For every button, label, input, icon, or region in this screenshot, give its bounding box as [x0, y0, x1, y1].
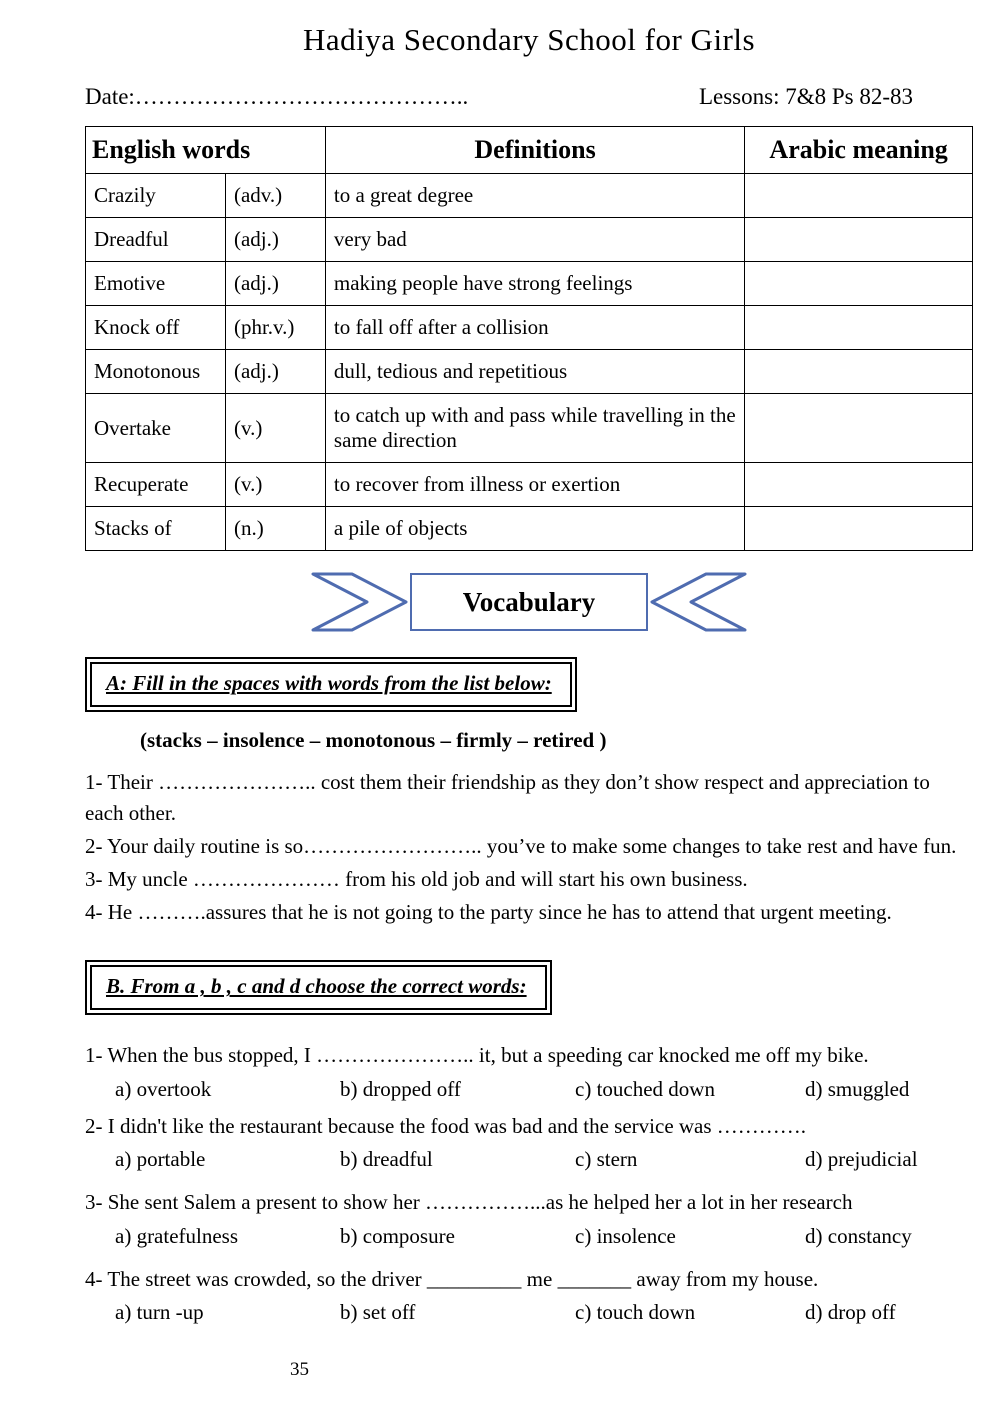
definition-cell: making people have strong feelings: [325, 262, 744, 306]
definition-cell: to catch up with and pass while travelling in the same direction: [325, 394, 744, 463]
section-a-title: A: Fill in the spaces with words from the list below:: [90, 662, 572, 707]
col-header-arabic-meaning: Arabic meaning: [745, 127, 973, 174]
table-row: [86, 507, 973, 551]
banner-left-chevron-icon: [310, 571, 410, 633]
fill-item: 3- My uncle ………………… from his old job and will start his own business.: [85, 867, 748, 892]
question-1: [85, 1041, 973, 1101]
section-b-title: B. From a , b , c and d choose the correct words:: [90, 965, 547, 1010]
section-a-heading-box: [85, 657, 577, 712]
table-row: [86, 174, 973, 218]
pos-cell: (adj.): [225, 350, 325, 394]
fill-item: 2- Your daily routine is so…………………….. you’ve to make some changes to take rest and have fun.: [85, 834, 957, 859]
arabic-cell: [745, 262, 973, 306]
school-title: Hadiya Secondary School for Girls: [302, 22, 756, 57]
word-cell: Emotive: [86, 262, 226, 306]
table-row: [86, 262, 973, 306]
col-header-english-words: English words: [86, 127, 326, 174]
option-c: c) insolence: [575, 1223, 676, 1248]
option-b: b) dropped off: [340, 1076, 461, 1101]
definition-cell: to fall off after a collision: [325, 306, 744, 350]
vocabulary-table: [85, 126, 973, 551]
question-2: [85, 1112, 973, 1172]
section-a-items: [85, 767, 973, 928]
definition-cell: very bad: [325, 218, 744, 262]
pos-cell: (v.): [225, 463, 325, 507]
table-row: [86, 394, 973, 463]
option-a: a) turn -up: [115, 1299, 204, 1324]
arabic-cell: [745, 463, 973, 507]
definition-cell: dull, tedious and repetitious: [325, 350, 744, 394]
question-prompt: 4- The street was crowded, so the driver _________ me _______ away from my house.: [85, 1266, 819, 1291]
option-a: a) overtook: [115, 1076, 212, 1101]
section-b: [85, 950, 973, 1325]
arabic-cell: [745, 350, 973, 394]
word-list: (stacks – insolence – monotonous – firmly – retired ): [140, 728, 607, 752]
section-b-heading-box: [85, 960, 552, 1015]
question-3: [85, 1188, 973, 1248]
definition-cell: to a great degree: [325, 174, 744, 218]
question-options: [85, 1300, 973, 1325]
question-prompt: 2- I didn't like the restaurant because the food was bad and the service was ………….: [85, 1113, 807, 1138]
vocabulary-banner: [85, 571, 973, 633]
question-4: [85, 1265, 973, 1325]
page-number: 35: [290, 1358, 309, 1380]
table-row: [86, 218, 973, 262]
word-cell: Stacks of: [86, 507, 226, 551]
question-prompt: 1- When the bus stopped, I ………………….. it, but a speeding car knocked me off my bike.: [85, 1043, 869, 1068]
banner-title: Vocabulary: [410, 573, 648, 631]
option-d: d) drop off: [805, 1299, 896, 1324]
option-d: d) constancy: [805, 1223, 912, 1248]
table-row: [86, 350, 973, 394]
option-a: a) gratefulness: [115, 1223, 239, 1248]
col-header-definitions: Definitions: [325, 127, 744, 174]
word-cell: Knock off: [86, 306, 226, 350]
definition-cell: a pile of objects: [325, 507, 744, 551]
arabic-cell: [745, 507, 973, 551]
date-row: [85, 84, 973, 110]
option-b: b) set off: [340, 1299, 416, 1324]
definition-cell: to recover from illness or exertion: [325, 463, 744, 507]
pos-cell: (phr.v.): [225, 306, 325, 350]
option-c: c) touched down: [575, 1076, 715, 1101]
fill-item: 4- He ……….assures that he is not going to the party since he has to attend that urgent meeting.: [85, 900, 892, 925]
arabic-cell: [745, 174, 973, 218]
option-d: d) prejudicial: [805, 1147, 918, 1172]
pos-cell: (v.): [225, 394, 325, 463]
word-cell: Crazily: [86, 174, 226, 218]
date-line: Date:……………………………………..: [85, 84, 469, 109]
fill-item: 1- Their ………………….. cost them their friendship as they don’t show respect and appreciation to each other.: [85, 770, 930, 826]
pos-cell: (adj.): [225, 218, 325, 262]
word-cell: Overtake: [86, 394, 226, 463]
table-row: [86, 463, 973, 507]
pos-cell: (n.): [225, 507, 325, 551]
table-row: [86, 306, 973, 350]
option-a: a) portable: [115, 1147, 206, 1172]
option-b: b) composure: [340, 1223, 455, 1248]
pos-cell: (adv.): [225, 174, 325, 218]
option-b: b) dreadful: [340, 1147, 433, 1172]
lessons-label: Lessons: 7&8 Ps 82-83: [698, 84, 913, 109]
question-prompt: 3- She sent Salem a present to show her ……………...as he helped her a lot in her research: [85, 1190, 853, 1215]
option-c: c) touch down: [575, 1299, 696, 1324]
word-cell: Dreadful: [86, 218, 226, 262]
arabic-cell: [745, 218, 973, 262]
arabic-cell: [745, 394, 973, 463]
option-d: d) smuggled: [805, 1076, 910, 1101]
question-options: [85, 1224, 973, 1249]
word-cell: Monotonous: [86, 350, 226, 394]
table-header-row: [86, 127, 973, 174]
question-options: [85, 1077, 973, 1102]
pos-cell: (adj.): [225, 262, 325, 306]
banner-right-chevron-icon: [648, 571, 748, 633]
option-c: c) stern: [575, 1147, 638, 1172]
question-options: [85, 1147, 973, 1172]
word-cell: Recuperate: [86, 463, 226, 507]
arabic-cell: [745, 306, 973, 350]
